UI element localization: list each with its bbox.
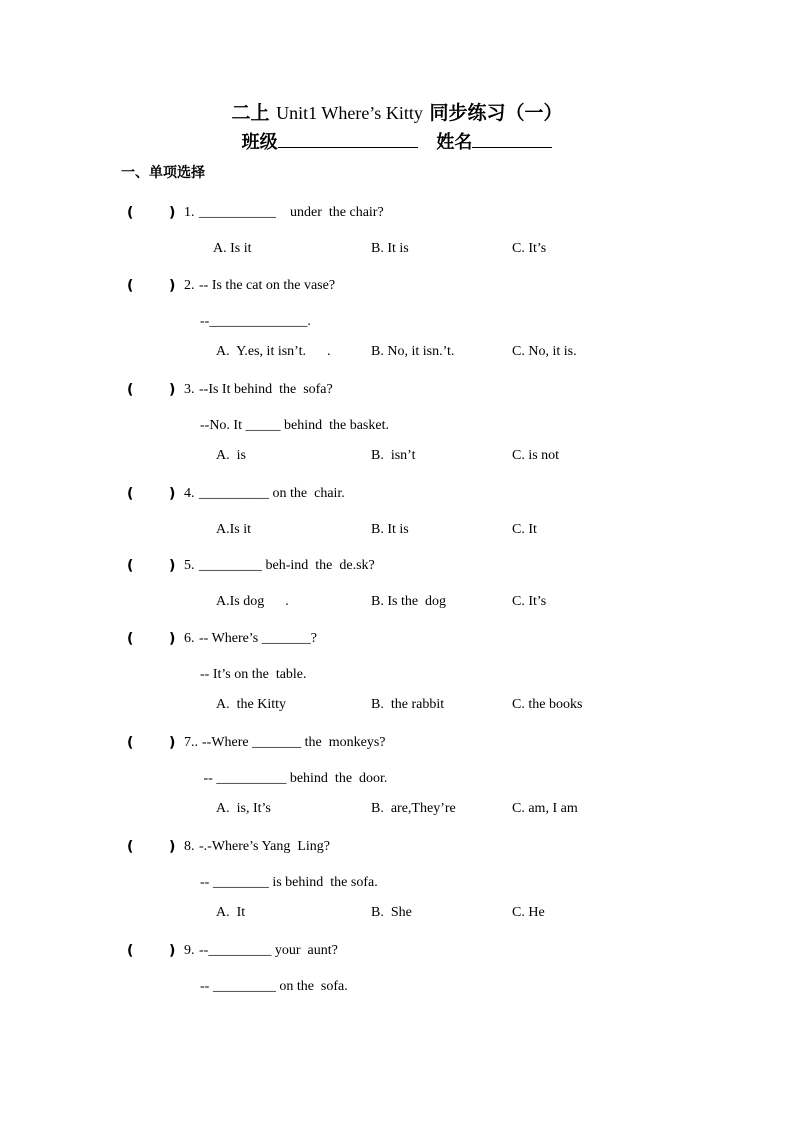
option-c[interactable]: C. is not bbox=[512, 448, 560, 463]
option-b[interactable]: B. Is the dog bbox=[371, 594, 447, 609]
question-stem: _________ beh-ind the de.sk? bbox=[199, 558, 375, 573]
question-number: 5. bbox=[184, 558, 195, 573]
option-b[interactable]: B. It is bbox=[371, 241, 409, 256]
option-b[interactable]: B. isn’t bbox=[371, 448, 416, 463]
option-c[interactable]: C. am, I am bbox=[512, 801, 578, 816]
question-number: 2. bbox=[184, 278, 195, 293]
page-title bbox=[0, 98, 794, 125]
question-dialogue: --No. It _____ behind the basket. bbox=[200, 418, 389, 433]
question-stem: --_________ your aunt? bbox=[199, 943, 338, 958]
class-label: 班级 bbox=[241, 132, 278, 153]
option-b[interactable]: B. are,They’re bbox=[371, 801, 456, 816]
answer-paren-close[interactable]: ) bbox=[169, 278, 176, 294]
answer-paren-open[interactable]: ( bbox=[127, 382, 134, 398]
option-a[interactable]: A. is bbox=[216, 448, 246, 463]
section-heading: 一、单项选择 bbox=[121, 165, 205, 181]
question-stem: --Where _______ the monkeys? bbox=[202, 735, 386, 750]
class-blank[interactable] bbox=[278, 129, 418, 148]
answer-paren-open[interactable]: ( bbox=[127, 486, 134, 502]
option-b[interactable]: B. No, it isn.’t. bbox=[371, 344, 455, 359]
answer-paren-open[interactable]: ( bbox=[127, 558, 134, 574]
option-c[interactable]: C. He bbox=[512, 905, 545, 920]
option-a[interactable]: A. It bbox=[216, 905, 246, 920]
answer-paren-open[interactable]: ( bbox=[127, 278, 134, 294]
answer-paren-open[interactable]: ( bbox=[127, 943, 134, 959]
question-dialogue: -- __________ behind the door. bbox=[200, 771, 388, 786]
question-number: 9. bbox=[184, 943, 195, 958]
answer-paren-open[interactable]: ( bbox=[127, 839, 134, 855]
answer-paren-close[interactable]: ) bbox=[169, 631, 176, 647]
option-a[interactable]: A. Y.es, it isn’t. . bbox=[216, 344, 331, 359]
answer-paren-close[interactable]: ) bbox=[169, 558, 176, 574]
question-stem: -.-Where’s Yang Ling? bbox=[199, 839, 331, 854]
answer-paren-close[interactable]: ) bbox=[169, 382, 176, 398]
name-label: 姓名 bbox=[436, 132, 473, 153]
answer-paren-open[interactable]: ( bbox=[127, 735, 134, 751]
question-number: 7.. bbox=[184, 735, 198, 750]
option-b[interactable]: B. the rabbit bbox=[371, 697, 445, 712]
option-a[interactable]: A. is, It’s bbox=[216, 801, 271, 816]
option-c[interactable]: C. No, it is. bbox=[512, 344, 577, 359]
question-number: 1. bbox=[184, 205, 195, 220]
answer-paren-close[interactable]: ) bbox=[169, 486, 176, 502]
answer-paren-open[interactable]: ( bbox=[127, 205, 134, 221]
question-number: 6. bbox=[184, 631, 195, 646]
option-c[interactable]: C. It’s bbox=[512, 594, 547, 609]
answer-paren-close[interactable]: ) bbox=[169, 943, 176, 959]
answer-paren-close[interactable]: ) bbox=[169, 735, 176, 751]
question-number: 4. bbox=[184, 486, 195, 501]
option-a[interactable]: A.Is dog . bbox=[216, 594, 289, 609]
question-dialogue: -- ________ is behind the sofa. bbox=[200, 875, 378, 890]
question-number: 8. bbox=[184, 839, 195, 854]
option-c[interactable]: C. It’s bbox=[512, 241, 547, 256]
option-b[interactable]: B. It is bbox=[371, 522, 409, 537]
option-a[interactable]: A. the Kitty bbox=[216, 697, 286, 712]
answer-paren-close[interactable]: ) bbox=[169, 839, 176, 855]
answer-paren-open[interactable]: ( bbox=[127, 631, 134, 647]
question-dialogue: -- _________ on the sofa. bbox=[200, 979, 348, 994]
student-info bbox=[0, 128, 794, 154]
option-b[interactable]: B. She bbox=[371, 905, 412, 920]
question-dialogue: --______________. bbox=[200, 314, 311, 329]
option-a[interactable]: A. Is it bbox=[213, 241, 252, 256]
question-number: 3. bbox=[184, 382, 195, 397]
title-cn-suffix: 同步练习（一） bbox=[429, 102, 563, 124]
option-c[interactable]: C. the books bbox=[512, 697, 583, 712]
question-stem: ___________ under the chair? bbox=[199, 205, 384, 220]
question-stem: -- Where’s _______? bbox=[199, 631, 317, 646]
option-c[interactable]: C. It bbox=[512, 522, 537, 537]
option-a[interactable]: A.Is it bbox=[216, 522, 251, 537]
answer-paren-close[interactable]: ) bbox=[169, 205, 176, 221]
question-stem: --Is It behind the sofa? bbox=[199, 382, 333, 397]
question-dialogue: -- It’s on the table. bbox=[200, 667, 307, 682]
question-stem: __________ on the chair. bbox=[199, 486, 345, 501]
name-blank[interactable] bbox=[472, 129, 552, 148]
question-stem: -- Is the cat on the vase? bbox=[199, 278, 336, 293]
title-cn-prefix: 二上 bbox=[231, 102, 270, 124]
title-en: Unit1 Where’s Kitty bbox=[276, 103, 423, 123]
